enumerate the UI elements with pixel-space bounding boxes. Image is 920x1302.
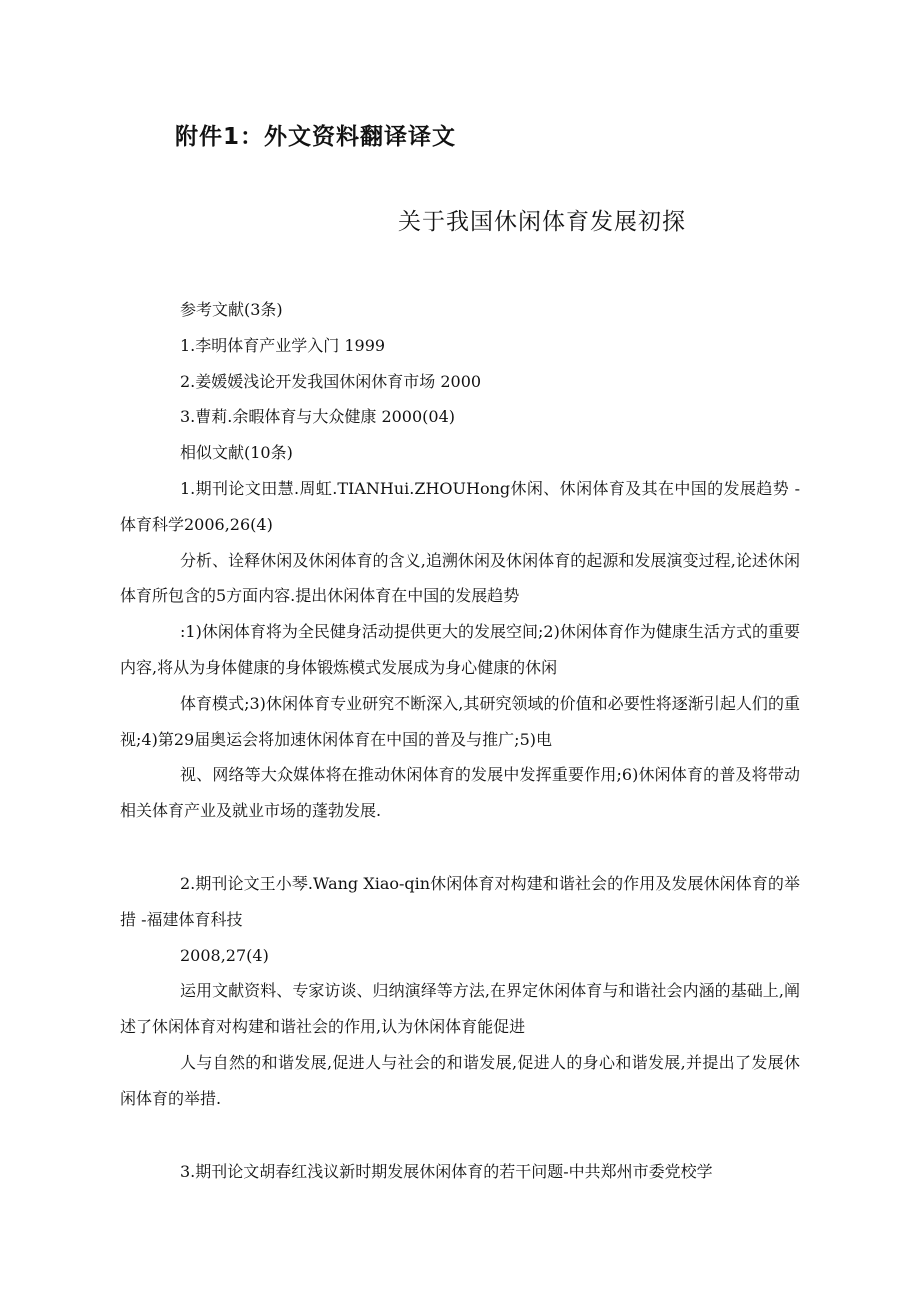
similar-item-abstract: 人与自然的和谐发展,促进人与社会的和谐发展,促进人的身心和谐发展,并提出了发展休闲体育的举措. <box>120 1052 800 1108</box>
similar-item-abstract: 运用文献资料、专家访谈、归纳演绎等方法,在界定休闲体育与和谐社会内涵的基础上,阐述了休闲体育对构建和谐社会的作用,认为休闲体育能促进 <box>120 981 800 1037</box>
references-header: 参考文献(3条) <box>180 300 283 319</box>
reference-item: 3.曹莉.余暇体育与大众健康 2000(04) <box>180 407 456 427</box>
similar-item-citation: 3.期刊论文胡春红浅议新时期发展休闲体育的若干问题-中共郑州市委党校学 <box>180 1161 713 1181</box>
article-title: 关于我国休闲体育发展初探 <box>398 209 686 235</box>
similar-item-citation: 1.期刊论文田慧.周虹.TIANHui.ZHOUHong休闲、休闲体育及其在中国的发展趋势 -体育科学2006,26(4) <box>120 478 800 534</box>
similar-item-citation-date: 2008,27(4) <box>180 945 269 965</box>
similar-item-abstract: :1)休闲体育将为全民健身活动提供更大的发展空间;2)休闲体育作为健康生活方式的重要内容,将从为身体健康的身体锻炼模式发展成为身心健康的休闲 <box>120 622 800 677</box>
similar-literature-header: 相似文献(10条) <box>180 443 293 463</box>
similar-item-abstract: 视、网络等大众媒体将在推动休闲体育的发展中发挥重要作用;6)休闲体育的普及将带动相关体育产业及就业市场的蓬勃发展. <box>120 765 800 821</box>
similar-item-citation: 2.期刊论文王小琴.Wang Xiao-qin休闲体育对构建和谐社会的作用及发展休闲体育的举措 -福建体育科技 <box>120 873 800 929</box>
reference-item: 2.姜媛媛浅论开发我国休闲休育市场 2000 <box>180 371 482 391</box>
similar-item-abstract: 分析、诠释休闲及休闲体育的含义,追溯休闲及休闲体育的起源和发展演变过程,论述休闲体育所包含的5方面内容.提出休闲体育在中国的发展趋势 <box>120 550 800 606</box>
document-body <box>120 292 800 1189</box>
attachment-heading: 附件1：外文资料翻译译文 <box>175 124 457 150</box>
paragraph-spacer <box>120 1117 800 1154</box>
paragraph-spacer <box>120 829 800 866</box>
similar-item-abstract: 体育模式;3)休闲体育专业研究不断深入,其研究领域的价值和必要性将逐渐引起人们的重视;4)第29届奥运会将加速休闲体育在中国的普及与推广;5)电 <box>120 693 800 749</box>
reference-item: 1.李明体育产业学入门 1999 <box>180 335 386 355</box>
